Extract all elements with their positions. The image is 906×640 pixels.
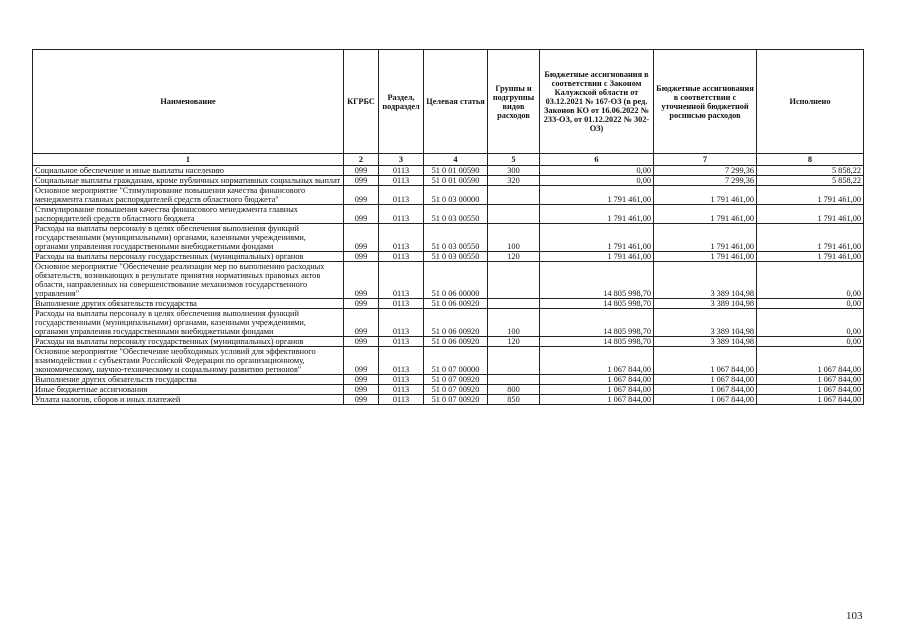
column-number: 6: [540, 154, 654, 166]
table-row: [33, 205, 864, 224]
row-name: Основное мероприятие "Обеспечение реализации мер по выполнению расходных обязательств, возникающих в результате принятия нормативных правовых актов области, направленных на совершенствование механизмов государственного управления": [33, 262, 344, 299]
row-group: 800: [488, 385, 540, 395]
row-executed-amount: 1 067 844,00: [757, 347, 864, 375]
row-executed-amount: 1 791 461,00: [757, 205, 864, 224]
row-name: Социальное обеспечение и иные выплаты населению: [33, 166, 344, 176]
row-revised-amount: 7 299,36: [654, 166, 757, 176]
row-name: Основное мероприятие "Обеспечение необходимых условий для эффективного взаимодействия с субъектами Российской Федерации по организационному, экономическому, научно-техническому и социальному развитию регионов": [33, 347, 344, 375]
row-name: Расходы на выплаты персоналу в целях обеспечения выполнения функций государственными (муниципальными) органами, казенными учреждениями, органами управления государственными внебюджетными фондами: [33, 224, 344, 252]
row-revised-amount: 1 791 461,00: [654, 205, 757, 224]
row-executed-amount: 1 067 844,00: [757, 385, 864, 395]
row-kgrbs: 099: [344, 395, 379, 405]
table-row: [33, 337, 864, 347]
row-target: 51 0 03 00000: [424, 186, 488, 205]
row-executed-amount: 5 858,22: [757, 166, 864, 176]
row-group: [488, 186, 540, 205]
row-revised-amount: 7 299,36: [654, 176, 757, 186]
header-executed: Исполнено: [757, 50, 864, 154]
row-section: 0113: [379, 186, 424, 205]
budget-table: [32, 49, 864, 405]
row-group: 300: [488, 166, 540, 176]
column-number: 2: [344, 154, 379, 166]
header-target: Целевая статья: [424, 50, 488, 154]
row-target: 51 0 01 00590: [424, 176, 488, 186]
row-law-amount: 1 067 844,00: [540, 375, 654, 385]
row-name: Уплата налогов, сборов и иных платежей: [33, 395, 344, 405]
header-name: Наименование: [33, 50, 344, 154]
row-target: 51 0 07 00920: [424, 395, 488, 405]
table-row: [33, 309, 864, 337]
header-revised: Бюджетные ассигнования в соответствии с уточненной бюджетной росписью расходов: [654, 50, 757, 154]
header-row: [33, 50, 864, 154]
row-section: 0113: [379, 385, 424, 395]
row-law-amount: 14 805 998,70: [540, 337, 654, 347]
row-law-amount: 1 791 461,00: [540, 186, 654, 205]
row-law-amount: 1 067 844,00: [540, 395, 654, 405]
row-name: Иные бюджетные ассигнования: [33, 385, 344, 395]
row-target: 51 0 06 00920: [424, 309, 488, 337]
row-law-amount: 0,00: [540, 176, 654, 186]
row-kgrbs: 099: [344, 205, 379, 224]
row-name: Расходы на выплаты персоналу государственных (муниципальных) органов: [33, 252, 344, 262]
table-row: [33, 186, 864, 205]
row-kgrbs: 099: [344, 347, 379, 375]
row-kgrbs: 099: [344, 224, 379, 252]
row-section: 0113: [379, 299, 424, 309]
row-kgrbs: 099: [344, 166, 379, 176]
row-target: 51 0 03 00550: [424, 205, 488, 224]
row-section: 0113: [379, 252, 424, 262]
row-section: 0113: [379, 347, 424, 375]
row-law-amount: 1 791 461,00: [540, 252, 654, 262]
column-number: 8: [757, 154, 864, 166]
row-executed-amount: 1 067 844,00: [757, 375, 864, 385]
table-row: [33, 166, 864, 176]
header-section: Раздел, подраздел: [379, 50, 424, 154]
row-group: 120: [488, 252, 540, 262]
row-group: [488, 375, 540, 385]
row-section: 0113: [379, 205, 424, 224]
row-kgrbs: 099: [344, 385, 379, 395]
column-number: 7: [654, 154, 757, 166]
row-executed-amount: 5 858,22: [757, 176, 864, 186]
row-name: Выполнение других обязательств государства: [33, 375, 344, 385]
row-kgrbs: 099: [344, 337, 379, 347]
row-law-amount: 1 791 461,00: [540, 205, 654, 224]
header-law: Бюджетные ассигнования в соответствии с Законом Калужской области от 03.12.2021 № 167-ОЗ (в ред. Законов КО от 16.06.2022 № 233-ОЗ, от 01.12.2022 № 302-ОЗ): [540, 50, 654, 154]
row-target: 51 0 03 00550: [424, 224, 488, 252]
row-law-amount: 0,00: [540, 166, 654, 176]
row-law-amount: 1 067 844,00: [540, 385, 654, 395]
row-target: 51 0 06 00920: [424, 337, 488, 347]
row-kgrbs: 099: [344, 262, 379, 299]
row-revised-amount: 1 791 461,00: [654, 252, 757, 262]
row-kgrbs: 099: [344, 252, 379, 262]
column-number: 1: [33, 154, 344, 166]
table-row: [33, 385, 864, 395]
table-row: [33, 347, 864, 375]
row-section: 0113: [379, 224, 424, 252]
row-revised-amount: 1 791 461,00: [654, 224, 757, 252]
row-target: 51 0 07 00000: [424, 347, 488, 375]
row-name: Выполнение других обязательств государства: [33, 299, 344, 309]
row-group: 850: [488, 395, 540, 405]
row-target: 51 0 07 00920: [424, 375, 488, 385]
row-target: 51 0 06 00920: [424, 299, 488, 309]
row-group: [488, 299, 540, 309]
header-kgrbs: КГРБС: [344, 50, 379, 154]
row-group: [488, 347, 540, 375]
row-executed-amount: 0,00: [757, 299, 864, 309]
column-number-row: [33, 154, 864, 166]
row-name: Социальные выплаты гражданам, кроме публичных нормативных социальных выплат: [33, 176, 344, 186]
row-kgrbs: 099: [344, 186, 379, 205]
table-row: [33, 252, 864, 262]
table-row: [33, 395, 864, 405]
column-number: 3: [379, 154, 424, 166]
row-name: Расходы на выплаты персоналу государственных (муниципальных) органов: [33, 337, 344, 347]
row-group: 320: [488, 176, 540, 186]
row-executed-amount: 0,00: [757, 309, 864, 337]
row-revised-amount: 1 067 844,00: [654, 385, 757, 395]
row-law-amount: 1 791 461,00: [540, 224, 654, 252]
row-target: 51 0 01 00590: [424, 166, 488, 176]
column-number: 4: [424, 154, 488, 166]
row-group: 120: [488, 337, 540, 347]
row-kgrbs: 099: [344, 299, 379, 309]
row-target: 51 0 03 00550: [424, 252, 488, 262]
row-revised-amount: 1 067 844,00: [654, 347, 757, 375]
row-section: 0113: [379, 166, 424, 176]
row-name: Стимулирование повышения качества финансового менеджмента главных распорядителей средств областного бюджета: [33, 205, 344, 224]
row-name: Расходы на выплаты персоналу в целях обеспечения выполнения функций государственными (муниципальными) органами, казенными учреждениями, органами управления государственными внебюджетными фондами: [33, 309, 344, 337]
row-target: 51 0 07 00920: [424, 385, 488, 395]
row-name: Основное мероприятие "Стимулирование повышения качества финансового менеджмента главных распорядителей средств областного бюджета": [33, 186, 344, 205]
table-row: [33, 262, 864, 299]
column-number: 5: [488, 154, 540, 166]
row-executed-amount: 0,00: [757, 337, 864, 347]
row-revised-amount: 1 067 844,00: [654, 375, 757, 385]
row-section: 0113: [379, 309, 424, 337]
row-executed-amount: 1 791 461,00: [757, 224, 864, 252]
row-revised-amount: 1 791 461,00: [654, 186, 757, 205]
row-group: [488, 262, 540, 299]
table-row: [33, 375, 864, 385]
row-revised-amount: 3 389 104,98: [654, 337, 757, 347]
row-section: 0113: [379, 375, 424, 385]
row-revised-amount: 3 389 104,98: [654, 309, 757, 337]
row-law-amount: 14 805 998,70: [540, 262, 654, 299]
row-revised-amount: 3 389 104,98: [654, 262, 757, 299]
row-section: 0113: [379, 176, 424, 186]
row-law-amount: 14 805 998,70: [540, 299, 654, 309]
row-law-amount: 1 067 844,00: [540, 347, 654, 375]
row-target: 51 0 06 00000: [424, 262, 488, 299]
row-executed-amount: 0,00: [757, 262, 864, 299]
page-number: 103: [846, 610, 863, 622]
row-kgrbs: 099: [344, 309, 379, 337]
table-row: [33, 224, 864, 252]
row-group: 100: [488, 309, 540, 337]
row-kgrbs: 099: [344, 375, 379, 385]
row-section: 0113: [379, 337, 424, 347]
row-revised-amount: 3 389 104,98: [654, 299, 757, 309]
row-kgrbs: 099: [344, 176, 379, 186]
table-row: [33, 299, 864, 309]
row-group: 100: [488, 224, 540, 252]
row-executed-amount: 1 067 844,00: [757, 395, 864, 405]
row-executed-amount: 1 791 461,00: [757, 252, 864, 262]
row-group: [488, 205, 540, 224]
row-section: 0113: [379, 262, 424, 299]
row-revised-amount: 1 067 844,00: [654, 395, 757, 405]
row-law-amount: 14 805 998,70: [540, 309, 654, 337]
row-section: 0113: [379, 395, 424, 405]
row-executed-amount: 1 791 461,00: [757, 186, 864, 205]
header-groups: Группы и подгруппы видов расходов: [488, 50, 540, 154]
table-row: [33, 176, 864, 186]
